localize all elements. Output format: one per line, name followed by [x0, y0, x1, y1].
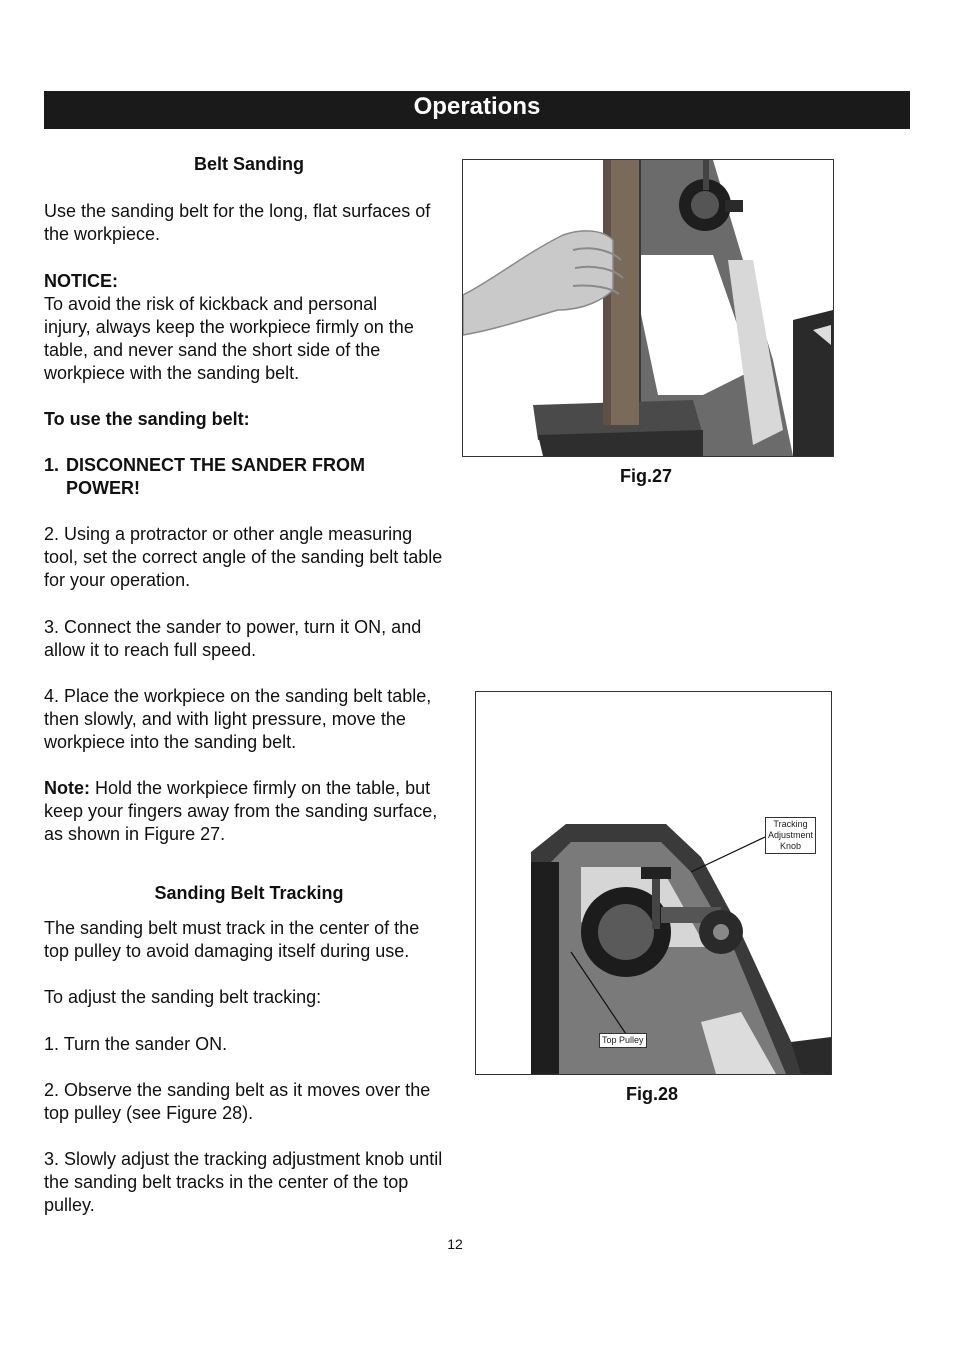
step-2: 2. Using a protractor or other angle measuring tool, set the correct angle of the sanding belt table for your operation.	[44, 524, 443, 590]
step-1	[44, 454, 394, 500]
step-3: 3. Connect the sander to power, turn it ON, and allow it to reach full speed.	[44, 617, 422, 660]
figure-28-caption: Fig.28	[626, 1084, 679, 1104]
figure-28-photo	[475, 691, 832, 1075]
tracking-step-2: 2. Observe the sanding belt as it moves over the top pulley (see Figure 28).	[44, 1080, 431, 1123]
note-text: Hold the workpiece firmly on the table, but keep your fingers away from the sanding surface, as shown in Figure 27.	[44, 778, 438, 844]
adjust-intro: To adjust the sanding belt tracking:	[44, 987, 322, 1007]
notice-text: To avoid the risk of kickback and personal injury, always keep the workpiece firmly on the table, and never sand the short side of the workpiece with the sanding belt.	[44, 294, 414, 383]
figure-27-caption: Fig.27	[620, 466, 673, 486]
page-title: Operations	[44, 91, 910, 129]
page-number: 12	[447, 1236, 463, 1252]
top-pulley-callout: Top Pulley	[599, 1033, 647, 1048]
tracking-step-3: 3. Slowly adjust the tracking adjustment knob until the sanding belt tracks in the center of the top pulley.	[44, 1149, 443, 1215]
tracking-knob-callout: Tracking Adjustment Knob	[765, 817, 816, 854]
note-label: Note:	[44, 778, 90, 798]
tracking-intro: The sanding belt must track in the center of the top pulley to avoid damaging itself during use.	[44, 918, 420, 961]
notice-label: NOTICE:	[44, 271, 118, 291]
belt-sanding-intro: Use the sanding belt for the long, flat surfaces of the workpiece.	[44, 201, 431, 244]
to-use-heading: To use the sanding belt:	[44, 409, 250, 429]
tracking-heading: Sanding Belt Tracking	[154, 883, 344, 903]
step-1-text: DISCONNECT THE SANDER FROM POWER!	[66, 455, 366, 498]
step-4: 4. Place the workpiece on the sanding belt table, then slowly, and with light pressure, move the workpiece into the sanding belt.	[44, 686, 432, 752]
sander-with-workpiece-illustration	[463, 160, 833, 456]
belt-sanding-heading: Belt Sanding	[193, 154, 304, 174]
note	[44, 777, 444, 846]
figure-27-photo	[462, 159, 834, 457]
tracking-step-1: 1. Turn the sander ON.	[44, 1034, 228, 1054]
step-1-number: 1.	[44, 455, 60, 475]
top-pulley-illustration	[476, 692, 831, 1074]
